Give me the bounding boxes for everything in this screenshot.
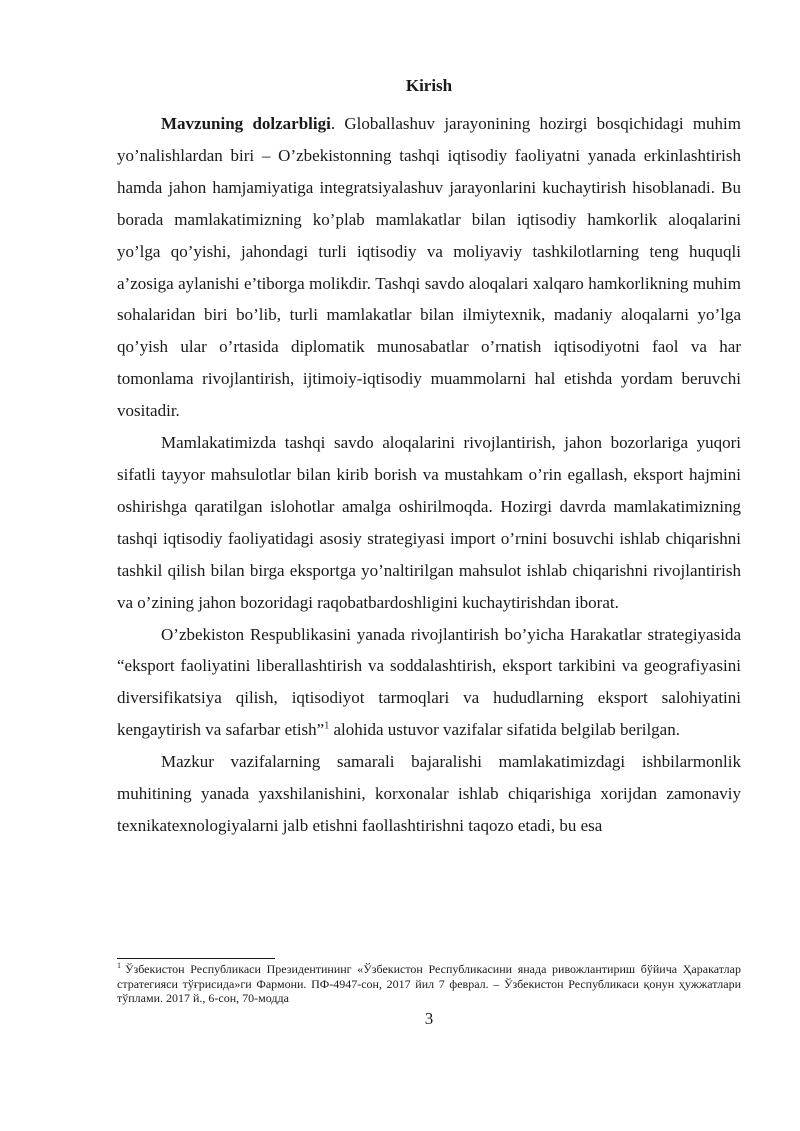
page-number: 3 <box>424 1009 434 1028</box>
paragraph-strategy <box>117 619 741 747</box>
footnote-reference[interactable]: 1 <box>324 720 330 732</box>
body-text <box>117 108 741 842</box>
footnote-text: Ўзбекистон Республикаси Президентининг «Ўзбекистон Республикасини янада ривожлантириш бўйича Ҳаракатлар стратегияси тўғрисида»ги Фармони. ПФ-4947-сон, 2017 йил 7 феврал. – Ўзбекистон Республикаси қонун ҳужжатлари тўплами. 2017 й., 6-сон, 70-модда <box>117 962 741 1005</box>
paragraph-relevance <box>117 108 741 427</box>
paragraph-tasks: Mazkur vazifalarning samarali bajaralishi mamlakatimizdagi ishbilarmonlik muhitining yanada yaxshilanishini, korxonalar ishlab chiqarishiga xorijdan zamonaviy texnikatexnologiyalarni jalb etishni faollashtirishni taqozo etadi, bu esa <box>117 752 741 835</box>
relevance-lead: Mavzuning dolzarbligi <box>161 114 331 133</box>
footnote-marker: 1 <box>117 961 121 970</box>
strategy-text-after: alohida ustuvor vazifalar sifatida belgilab berilgan. <box>329 720 680 740</box>
strategy-text: O’zbekiston Respublikasini yanada rivojlantirish bo’yicha Harakatlar strategiyasida “eksport faoliyatini liberallashtirish va soddalashtirish, eksport tarkibini va geografiyasini diversifikatsiya qilish, iqtisodiyot tarmoqlari va hududlarning eksport salohiyatini kengaytirish va safarbar etish” <box>117 624 741 740</box>
relevance-text: . Globallashuv jarayonining hozirgi bosqichidagi muhim yo’nalishlardan biri – O’zbekistonning tashqi iqtisodiy faoliyatni yanada erkinlashtirish hamda jahon hamjamiyatiga integratsiyalashuv jarayonlarini kuchaytirish hisoblanadi. Bu borada mamlakatimizning ko’plab mamlakatlar bilan iqtisodiy hamkorlik aloqalarini yo’lga qo’yishi, jahondagi turli iqtisodiy va moliyaviy tashkilotlarning teng huquqli a’zosiga aylanishi e’tiborga molikdir. Tashqi savdo aloqalari xalqaro hamkorlikning muhim sohalaridan biri bo’lib, turli mamlakatlar bilan ilmiytexnik, madaniy aloqalarni yo’lga qo’yish ular o’rtasida diplomatik munosabatlar o’rnatish iqtisodiyotni faol va har tomonlama rivojlantirish, ijtimoiy-iqtisodiy muammolarni hal etishda yordam beruvchi vositadir. <box>117 114 741 421</box>
footnote <box>117 962 741 1006</box>
section-heading: Kirish <box>405 76 453 95</box>
footnote-separator <box>117 958 275 959</box>
paragraph-trade-relations: Mamlakatimizda tashqi savdo aloqalarini rivojlantirish, jahon bozorlariga yuqori sifatli tayyor mahsulotlar bilan kirib borish va mustahkam o’rin egallash, eksport hajmini oshirishga qaratilgan islohotlar amalga oshirilmoqda. Hozirgi davrda mamlakatimizning tashqi iqtisodiy faoliyatidagi asosiy strategiyasi import o’rnini bosuvchi ishlab chiqarishni tashkil qilish bilan birga eksportga yo’naltirilgan mahsulot ishlab chiqarishni rivojlantirish va o’zining jahon bozoridagi raqobatbardoshligini kuchaytirishdan iborat. <box>117 433 741 612</box>
